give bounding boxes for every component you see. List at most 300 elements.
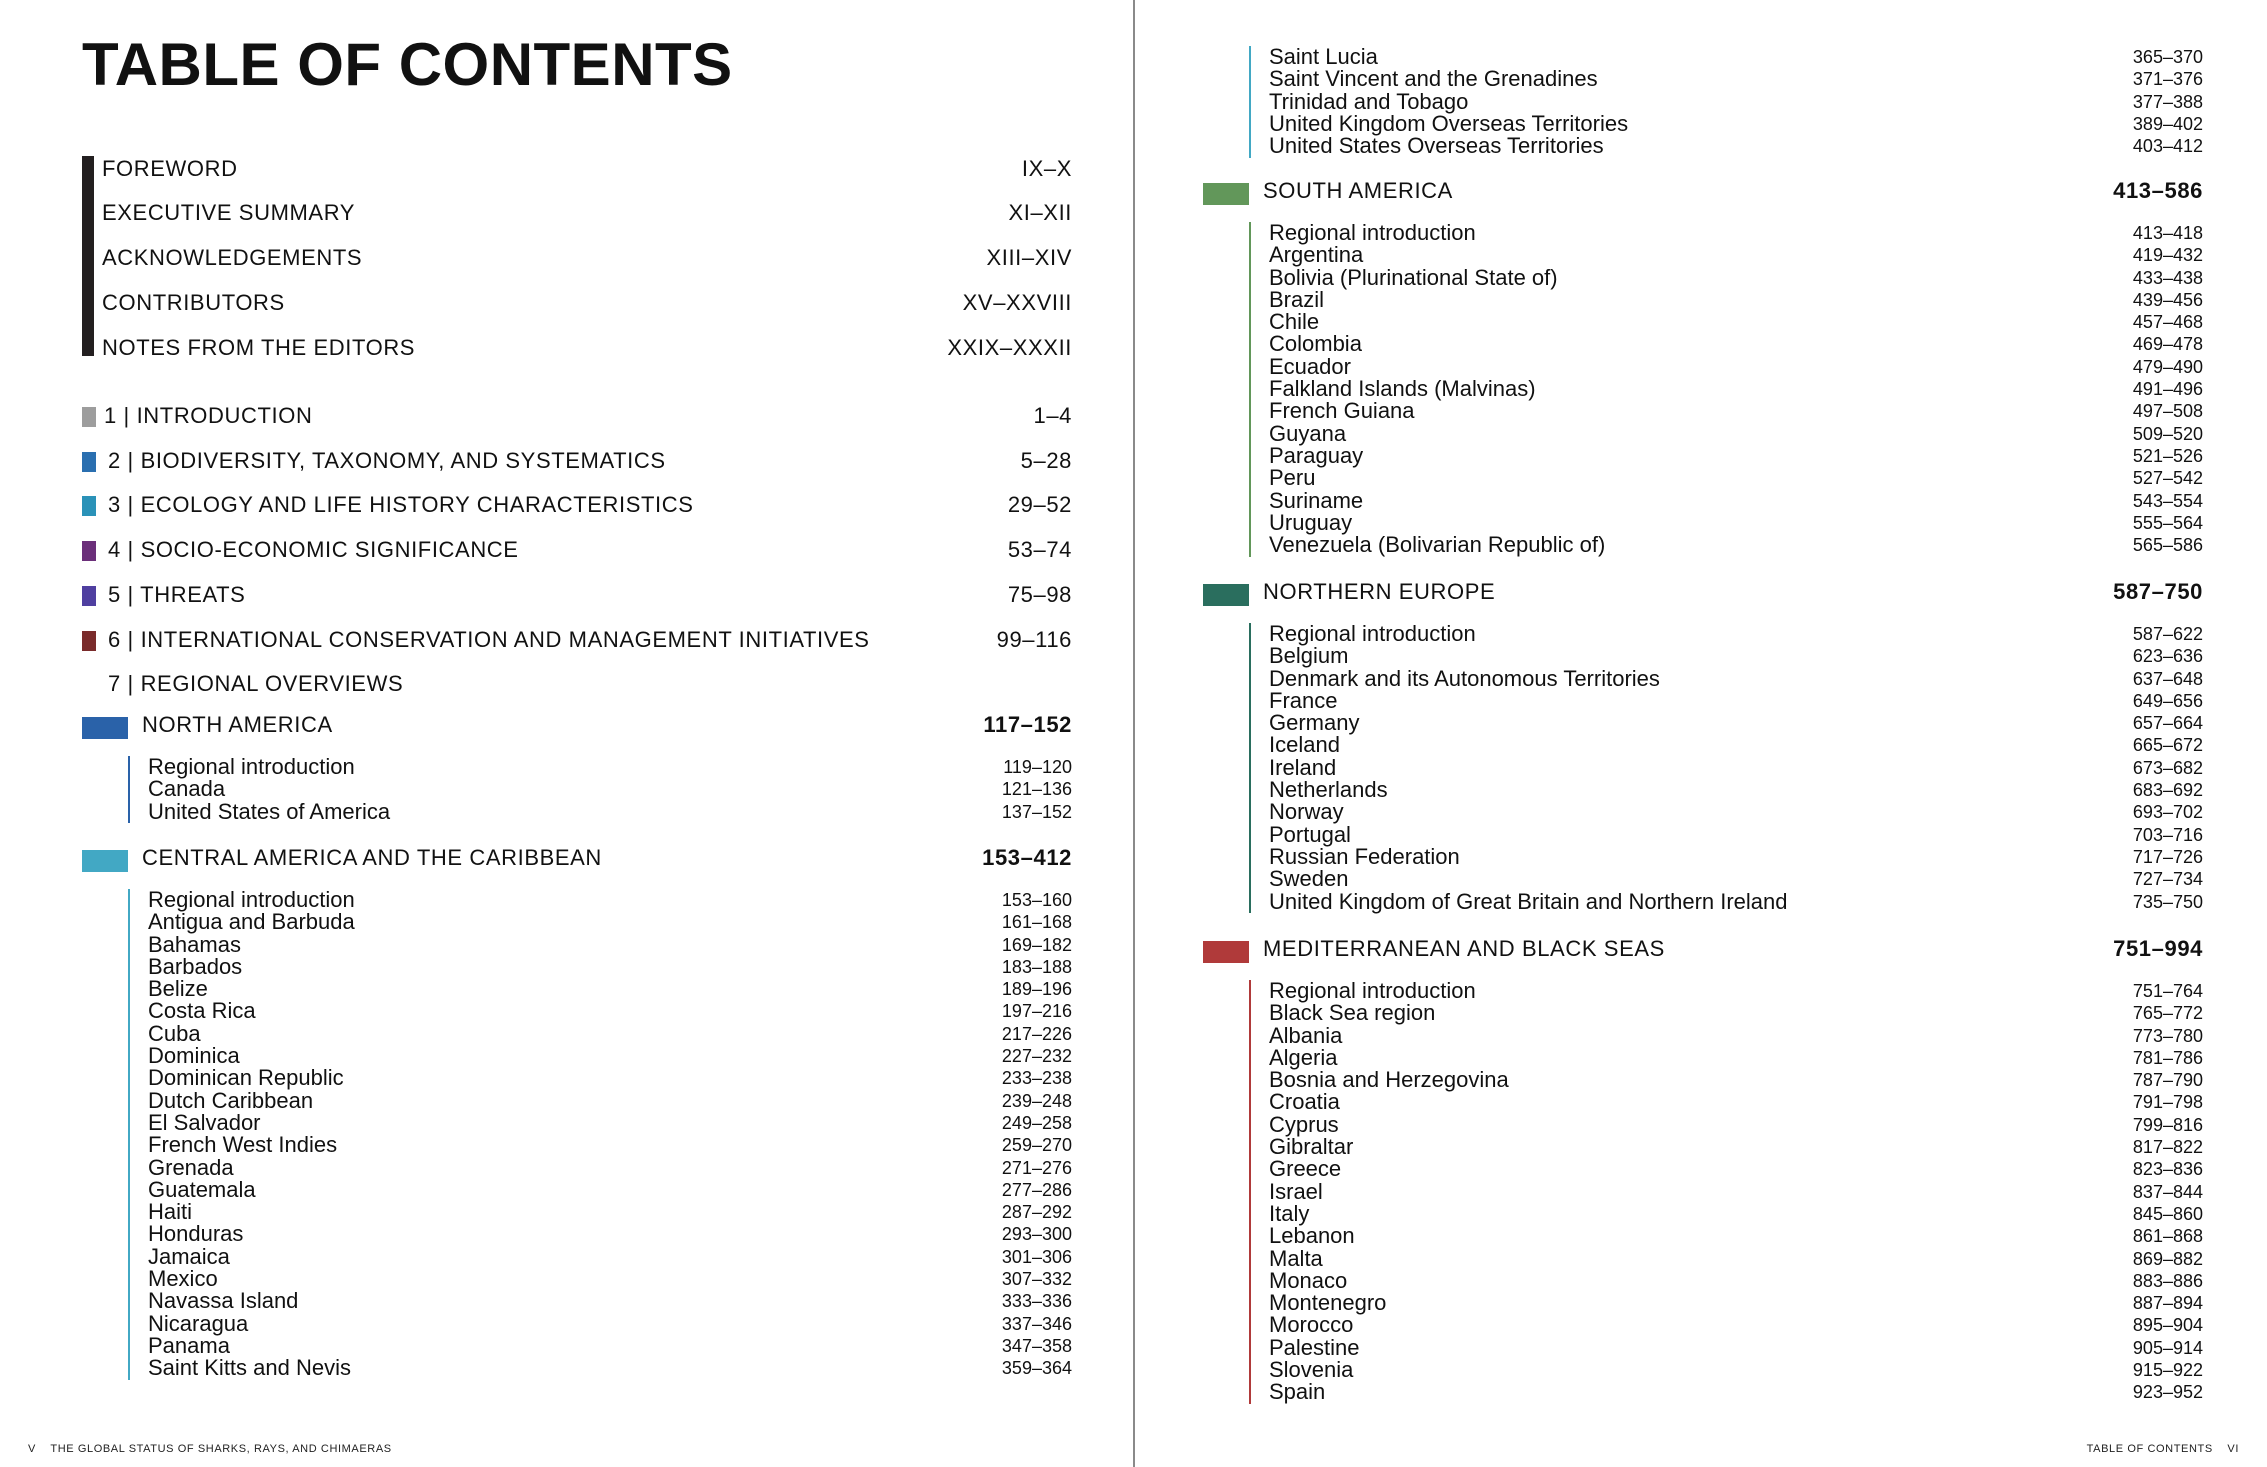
toc-entry[interactable]	[1203, 645, 2203, 667]
entry-pages: 845–860	[2132, 1203, 2203, 1224]
toc-entry[interactable]	[1203, 1022, 2203, 1048]
entry-name: Russian Federation	[1269, 843, 1460, 869]
region-heading[interactable]	[82, 845, 1072, 875]
region-name: SOUTH AMERICA	[1263, 178, 1453, 203]
toc-entry[interactable]	[1203, 687, 2203, 713]
region-heading[interactable]	[82, 712, 1072, 742]
toc-entry[interactable]	[1203, 623, 2203, 645]
toc-entry[interactable]	[1203, 1002, 2203, 1024]
entry-name: United States Overseas Territories	[1269, 133, 1604, 159]
toc-entry[interactable]	[82, 1290, 1072, 1312]
entry-name: Colombia	[1269, 331, 1362, 357]
toc-entry[interactable]	[1203, 1200, 2203, 1226]
toc-entry[interactable]	[82, 1109, 1072, 1135]
entry-name: Costa Rica	[148, 998, 256, 1024]
toc-entry[interactable]	[1203, 1292, 2203, 1314]
entry-name: Paraguay	[1269, 442, 1364, 468]
entry-pages: 413–418	[2132, 223, 2203, 243]
toc-entry[interactable]	[1203, 46, 2203, 68]
entry-pages: 869–882	[2132, 1248, 2203, 1269]
toc-entry[interactable]	[82, 756, 1072, 778]
entry-pages: 189–196	[1001, 979, 1072, 1000]
region-north-america	[82, 712, 1072, 823]
entry-pages: 765–772	[2132, 1003, 2203, 1024]
entry-name: Haiti	[148, 1199, 193, 1225]
entry-pages: 153–160	[1001, 890, 1072, 910]
toc-entry[interactable]	[1203, 665, 2203, 691]
entry-name: Brazil	[1269, 286, 1325, 312]
entry-name: Regional introduction	[1269, 220, 1476, 245]
entry-name: Greece	[1269, 1156, 1342, 1182]
toc-entry[interactable]	[1203, 1178, 2203, 1204]
entry-pages: 119–120	[1003, 757, 1072, 777]
entry-name: Dominican Republic	[148, 1065, 344, 1091]
toc-entry[interactable]	[1203, 1267, 2203, 1293]
entry-pages: 887–894	[2132, 1293, 2203, 1314]
toc-entry[interactable]	[1203, 1334, 2203, 1360]
toc-entry[interactable]	[1203, 888, 2203, 914]
toc-entry[interactable]	[1203, 1069, 2203, 1091]
entry-pages: 259–270	[1001, 1135, 1072, 1156]
toc-entry[interactable]	[1203, 734, 2203, 756]
entry-name: Belize	[148, 976, 208, 1002]
entry-pages: 333–336	[1001, 1291, 1072, 1312]
entry-name: Panama	[148, 1332, 230, 1358]
entry-pages: 307–332	[1001, 1269, 1072, 1290]
entry-name: Ireland	[1269, 754, 1337, 780]
toc-entry[interactable]	[82, 1310, 1072, 1336]
page-title: TABLE OF CONTENTS	[82, 31, 733, 98]
entry-pages: 883–886	[2132, 1270, 2203, 1291]
entry-pages: 233–238	[1001, 1068, 1072, 1089]
entry-name: Iceland	[1269, 732, 1340, 758]
entry-pages: 287–292	[1001, 1202, 1072, 1223]
entry-pages: 137–152	[1001, 801, 1072, 822]
entry-pages: 735–750	[2132, 891, 2203, 912]
entry-pages: 787–790	[2132, 1070, 2203, 1091]
entry-pages: 161–168	[1001, 912, 1072, 933]
region-mediterranean-and-black-seas	[1203, 936, 2203, 1404]
entry-pages: 457–468	[2132, 312, 2203, 333]
entry-name: Suriname	[1269, 487, 1364, 513]
toc-entry[interactable]	[82, 1020, 1072, 1046]
chapter-color-swatch	[82, 586, 96, 606]
region-pages: 413–586	[2113, 178, 2203, 203]
toc-entry[interactable]	[1203, 868, 2203, 890]
region-entry-list	[82, 756, 1072, 823]
toc-entry[interactable]	[1203, 286, 2203, 312]
toc-entry[interactable]	[1203, 1091, 2203, 1113]
entry-pages: 479–490	[2132, 356, 2203, 377]
entry-name: Croatia	[1269, 1089, 1340, 1115]
region-northern-europe	[1203, 579, 2203, 913]
entry-pages: 121–136	[1001, 779, 1072, 800]
toc-entry[interactable]	[1203, 467, 2203, 489]
toc-entry[interactable]	[82, 1134, 1072, 1156]
chapter-pages: 29–52	[1007, 492, 1072, 517]
toc-entry-foreword[interactable]	[102, 156, 1072, 186]
entry-pages: 365–370	[2132, 47, 2203, 67]
footer-page-number: V	[28, 1443, 36, 1455]
entry-name: Regional introduction	[148, 754, 355, 779]
region-color-swatch	[82, 717, 128, 739]
toc-entry[interactable]	[1203, 1245, 2203, 1271]
entry-name: United States of America	[148, 798, 391, 824]
entry-name: Monaco	[1269, 1267, 1348, 1293]
region-entry-list	[1203, 980, 2203, 1404]
entry-pages: 717–726	[2132, 846, 2203, 867]
chapter-5-entry[interactable]	[82, 582, 1072, 612]
entry-pages: 239–248	[1001, 1090, 1072, 1111]
entry-name: Regional introduction	[1269, 621, 1476, 646]
entry-pages: 823–836	[2132, 1159, 2203, 1180]
entry-name: Venezuela (Bolivarian Republic of)	[1269, 532, 1606, 558]
toc-entry[interactable]	[82, 1357, 1072, 1379]
entry-pages: 649–656	[2132, 690, 2203, 711]
region-central-america-and-the-caribbean	[82, 845, 1072, 1380]
toc-entry[interactable]	[1203, 980, 2203, 1002]
entry-pages: 543–554	[2132, 490, 2203, 511]
entry-pages: 861–868	[2132, 1226, 2203, 1247]
toc-entry-pages: XXIX–XXXII	[947, 335, 1072, 360]
toc-entry[interactable]	[1203, 68, 2203, 90]
chapter-label: 6 | INTERNATIONAL CONSERVATION AND MANAGEMENT INITIATIVES	[108, 627, 870, 652]
chapter-pages: 5–28	[1020, 448, 1072, 473]
chapter-color-swatch	[82, 496, 96, 516]
toc-entry-label: FOREWORD	[102, 156, 238, 181]
entry-pages: 277–286	[1001, 1179, 1072, 1200]
entry-pages: 673–682	[2132, 757, 2203, 778]
entry-name: Chile	[1269, 309, 1320, 335]
toc-entry-executive-summary[interactable]	[102, 200, 1072, 230]
toc-entry-contributors[interactable]	[102, 290, 1072, 320]
chapter-label: 2 | BIODIVERSITY, TAXONOMY, AND SYSTEMATICS	[108, 448, 666, 473]
entry-pages: 781–786	[2132, 1047, 2203, 1068]
toc-entry[interactable]	[82, 889, 1072, 911]
footer-section-title: TABLE OF CONTENTS	[2086, 1443, 2213, 1455]
entry-pages: 491–496	[2132, 379, 2203, 400]
entry-pages: 773–780	[2132, 1025, 2203, 1046]
entry-pages: 439–456	[2132, 289, 2203, 310]
chapter-2-entry[interactable]	[82, 448, 1072, 478]
entry-pages: 703–716	[2132, 824, 2203, 845]
entry-pages: 337–346	[1001, 1313, 1072, 1334]
toc-entry-pages: XIII–XIV	[986, 245, 1072, 270]
entry-name: Barbados	[148, 953, 243, 979]
toc-entry-label: ACKNOWLEDGEMENTS	[102, 245, 363, 270]
toc-entry[interactable]	[1203, 1359, 2203, 1381]
entry-pages: 403–412	[2132, 136, 2203, 157]
entry-name: Canada	[148, 776, 226, 802]
entry-name: Ecuador	[1269, 353, 1351, 379]
toc-entry[interactable]	[1203, 1044, 2203, 1070]
entry-name: Palestine	[1269, 1334, 1360, 1360]
entry-name: Argentina	[1269, 242, 1364, 268]
toc-entry[interactable]	[1203, 353, 2203, 379]
chapter-color-swatch	[82, 452, 96, 472]
chapter-pages: 75–98	[1007, 582, 1072, 607]
toc-entry[interactable]	[1203, 333, 2203, 355]
region-entry-list	[1203, 623, 2203, 913]
toc-entry[interactable]	[82, 1201, 1072, 1223]
toc-entry[interactable]	[82, 1087, 1072, 1113]
entry-name: Regional introduction	[148, 887, 355, 912]
chapter-7-entry[interactable]	[82, 671, 1072, 701]
toc-entry[interactable]	[1203, 1381, 2203, 1403]
entry-name: Cyprus	[1269, 1111, 1339, 1137]
entry-pages: 377–388	[2132, 91, 2203, 112]
entry-name: Bahamas	[148, 931, 241, 957]
toc-entry[interactable]	[1203, 779, 2203, 801]
entry-name: Guyana	[1269, 420, 1347, 446]
toc-entry[interactable]	[82, 1045, 1072, 1067]
entry-pages: 799–816	[2132, 1114, 2203, 1135]
region-pages: 587–750	[2113, 579, 2203, 604]
entry-pages: 751–764	[2132, 981, 2203, 1001]
toc-entry-pages: XI–XII	[1008, 200, 1072, 225]
entry-name: French West Indies	[148, 1132, 338, 1158]
toc-entry-label: NOTES FROM THE EDITORS	[102, 335, 416, 360]
toc-entry[interactable]	[1203, 821, 2203, 847]
toc-entry[interactable]	[82, 953, 1072, 979]
chapter-color-swatch	[82, 541, 96, 561]
chapter-3-entry[interactable]	[82, 492, 1072, 522]
toc-entry[interactable]	[82, 931, 1072, 957]
entry-name: Saint Lucia	[1269, 44, 1378, 69]
toc-entry[interactable]	[82, 798, 1072, 824]
front-matter-bar	[82, 156, 94, 356]
entry-pages: 817–822	[2132, 1137, 2203, 1158]
entry-pages: 665–672	[2132, 735, 2203, 756]
region-heading[interactable]	[1203, 178, 2203, 208]
entry-pages: 727–734	[2132, 869, 2203, 890]
entry-pages: 555–564	[2132, 512, 2203, 533]
entry-name: Slovenia	[1269, 1357, 1354, 1383]
region-entry-list	[82, 889, 1072, 1380]
chapter-pages: 1–4	[1033, 403, 1072, 428]
entry-pages: 197–216	[1001, 1001, 1072, 1022]
region-name: MEDITERRANEAN AND BLACK SEAS	[1263, 936, 1665, 961]
toc-entry[interactable]	[82, 778, 1072, 800]
entry-name: Montenegro	[1269, 1290, 1387, 1316]
toc-entry-acknowledgements[interactable]	[102, 245, 1072, 275]
entry-pages: 527–542	[2132, 468, 2203, 489]
entry-pages: 359–364	[1001, 1358, 1072, 1379]
toc-entry[interactable]	[82, 1268, 1072, 1290]
entry-name: Black Sea region	[1269, 1000, 1436, 1026]
entry-name: Saint Vincent and the Grenadines	[1269, 66, 1598, 92]
entry-pages: 217–226	[1001, 1023, 1072, 1044]
toc-entry[interactable]	[82, 1067, 1072, 1089]
entry-name: Honduras	[148, 1221, 244, 1247]
toc-entry[interactable]	[82, 1243, 1072, 1269]
entry-name: Mexico	[148, 1266, 218, 1292]
entry-name: Gibraltar	[1269, 1134, 1354, 1160]
toc-entry[interactable]	[1203, 1314, 2203, 1336]
toc-entry-label: EXECUTIVE SUMMARY	[102, 200, 356, 225]
region-entry-list	[1203, 222, 2203, 556]
toc-entry[interactable]	[1203, 843, 2203, 869]
toc-entry[interactable]	[82, 1332, 1072, 1358]
entry-name: France	[1269, 687, 1338, 713]
toc-entry[interactable]	[1203, 534, 2203, 556]
entry-pages: 497–508	[2132, 401, 2203, 422]
entry-pages: 693–702	[2132, 802, 2203, 823]
entry-pages: 419–432	[2132, 245, 2203, 266]
region-color-swatch	[1203, 941, 1249, 963]
entry-name: Jamaica	[148, 1243, 230, 1269]
entry-pages: 249–258	[1001, 1112, 1072, 1133]
entry-pages: 791–798	[2132, 1092, 2203, 1113]
entry-name: Saint Kitts and Nevis	[148, 1355, 351, 1381]
entry-pages: 301–306	[1001, 1246, 1072, 1267]
region-name: NORTH AMERICA	[142, 712, 333, 737]
entry-name: Falkland Islands (Malvinas)	[1269, 376, 1536, 402]
entry-name: Bosnia and Herzegovina	[1269, 1067, 1509, 1093]
toc-entry[interactable]	[1203, 1158, 2203, 1180]
entry-name: Israel	[1269, 1178, 1323, 1204]
entry-name: Denmark and its Autonomous Territories	[1269, 665, 1660, 691]
toc-entry[interactable]	[1203, 1225, 2203, 1247]
toc-entry[interactable]	[1203, 244, 2203, 266]
entry-name: Grenada	[148, 1154, 234, 1180]
toc-entry[interactable]	[1203, 442, 2203, 468]
chapter-4-entry[interactable]	[82, 537, 1072, 567]
entry-pages: 389–402	[2132, 113, 2203, 134]
toc-entry[interactable]	[1203, 400, 2203, 422]
region-color-swatch	[1203, 584, 1249, 606]
entry-pages: 637–648	[2132, 668, 2203, 689]
region-heading[interactable]	[1203, 579, 2203, 609]
entry-name: Algeria	[1269, 1044, 1338, 1070]
toc-entry[interactable]	[1203, 712, 2203, 734]
entry-name: Peru	[1269, 465, 1316, 491]
entry-name: Regional introduction	[1269, 978, 1476, 1003]
region-south-america	[1203, 178, 2203, 556]
left-page	[0, 0, 1130, 1467]
toc-entry-notes-from-editors[interactable]	[102, 335, 1072, 365]
entry-pages: 227–232	[1001, 1046, 1072, 1067]
chapter-label: 3 | ECOLOGY AND LIFE HISTORY CHARACTERISTICS	[108, 492, 694, 517]
toc-entry[interactable]	[82, 911, 1072, 933]
entry-name: Germany	[1269, 710, 1360, 736]
region-pages: 751–994	[2113, 936, 2203, 961]
entry-pages: 433–438	[2132, 267, 2203, 288]
entry-name: Italy	[1269, 1200, 1310, 1226]
entry-name: Belgium	[1269, 643, 1349, 669]
region-heading[interactable]	[1203, 936, 2203, 966]
toc-entry[interactable]	[1203, 88, 2203, 114]
chapter-label: 1 | INTRODUCTION	[104, 403, 313, 428]
chapter-6-entry[interactable]	[82, 627, 1072, 657]
toc-entry[interactable]	[1203, 487, 2203, 513]
region-pages: 117–152	[983, 712, 1072, 737]
toc-entry[interactable]	[1203, 1111, 2203, 1137]
entry-pages: 183–188	[1001, 956, 1072, 977]
entry-name: Spain	[1269, 1379, 1326, 1405]
entry-name: Guatemala	[148, 1176, 256, 1202]
entry-pages: 347–358	[1001, 1335, 1072, 1356]
toc-entry-pages: IX–X	[1021, 156, 1072, 181]
entry-pages: 587–622	[2132, 624, 2203, 644]
chapter-color-swatch	[82, 407, 96, 427]
book-spine-divider	[1133, 0, 1135, 1467]
entry-pages: 623–636	[2132, 646, 2203, 667]
entry-pages: 923–952	[2132, 1382, 2203, 1403]
chapter-label: 5 | THREATS	[108, 582, 246, 607]
entry-name: United Kingdom of Great Britain and Northern Ireland	[1269, 888, 1788, 914]
chapter-pages: 53–74	[1007, 537, 1072, 562]
region-name: CENTRAL AMERICA AND THE CARIBBEAN	[142, 845, 602, 870]
entry-name: Uruguay	[1269, 509, 1353, 535]
entry-pages: 521–526	[2132, 445, 2203, 466]
entry-name: Portugal	[1269, 821, 1351, 847]
toc-entry[interactable]	[1203, 378, 2203, 400]
entry-pages: 683–692	[2132, 780, 2203, 801]
footer-book-title: THE GLOBAL STATUS OF SHARKS, RAYS, AND CHIMAERAS	[50, 1443, 392, 1455]
entry-name: Lebanon	[1269, 1223, 1355, 1249]
entry-name: Nicaragua	[148, 1310, 249, 1336]
toc-entry[interactable]	[82, 1176, 1072, 1202]
region-pages: 153–412	[982, 845, 1072, 870]
toc-entry[interactable]	[1203, 110, 2203, 136]
toc-entry[interactable]	[1203, 311, 2203, 333]
chapter-pages: 99–116	[996, 627, 1072, 652]
entry-name: Albania	[1269, 1022, 1343, 1048]
entry-pages: 469–478	[2132, 334, 2203, 355]
page-footer-right	[2087, 1443, 2239, 1455]
entry-name: Dominica	[148, 1043, 240, 1069]
toc-entry[interactable]	[1203, 801, 2203, 823]
region-central-america-continued	[1203, 46, 2203, 157]
entry-pages: 657–664	[2132, 713, 2203, 734]
toc-entry[interactable]	[82, 1000, 1072, 1022]
toc-entry[interactable]	[1203, 135, 2203, 157]
entry-name: Cuba	[148, 1020, 201, 1046]
toc-entry[interactable]	[1203, 1136, 2203, 1158]
right-page	[1137, 0, 2267, 1467]
entry-name: Dutch Caribbean	[148, 1087, 314, 1113]
entry-name: Malta	[1269, 1245, 1323, 1271]
chapter-1-entry[interactable]	[82, 403, 1072, 433]
toc-entry-label: CONTRIBUTORS	[102, 290, 285, 315]
entry-name: Sweden	[1269, 866, 1349, 892]
toc-entry[interactable]	[1203, 420, 2203, 446]
chapter-label: 4 | SOCIO-ECONOMIC SIGNIFICANCE	[108, 537, 519, 562]
entry-name: Antigua and Barbuda	[148, 909, 355, 935]
entry-name: Bolivia (Plurinational State of)	[1269, 264, 1558, 290]
chapter-label: 7 | REGIONAL OVERVIEWS	[108, 671, 404, 696]
region-color-swatch	[1203, 183, 1249, 205]
entry-name: Norway	[1269, 799, 1344, 825]
entry-pages: 169–182	[1001, 934, 1072, 955]
footer-page-number: VI	[2227, 1443, 2239, 1455]
toc-entry[interactable]	[82, 978, 1072, 1000]
toc-entry[interactable]	[1203, 222, 2203, 244]
toc-entry[interactable]	[82, 1223, 1072, 1245]
entry-pages: 371–376	[2132, 69, 2203, 90]
entry-name: French Guiana	[1269, 398, 1415, 424]
toc-entry[interactable]	[1203, 264, 2203, 290]
toc-entry[interactable]	[82, 1154, 1072, 1180]
entry-pages: 271–276	[1001, 1157, 1072, 1178]
chapter-color-swatch	[82, 631, 96, 651]
toc-entry[interactable]	[1203, 754, 2203, 780]
entry-pages: 837–844	[2132, 1181, 2203, 1202]
region-entry-list	[1203, 46, 2203, 157]
toc-entry[interactable]	[1203, 509, 2203, 535]
entry-pages: 905–914	[2132, 1337, 2203, 1358]
